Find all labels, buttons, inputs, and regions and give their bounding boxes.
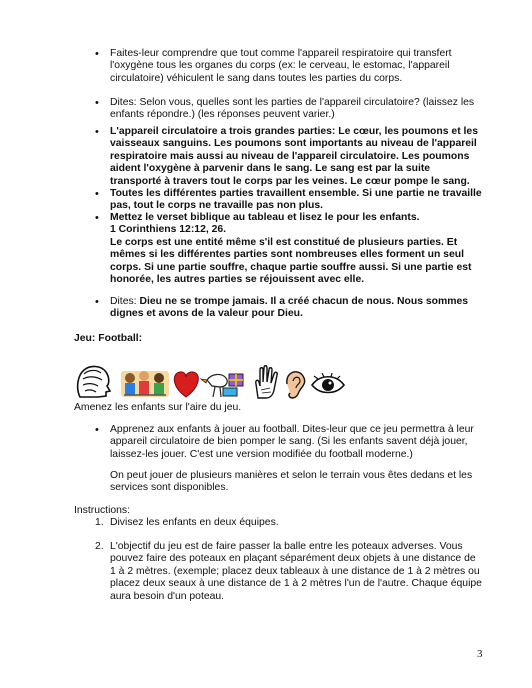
text-line: Toutes les différentes parties travaillent ensemble. Si une partie ne travaille — [110, 188, 482, 199]
page-number: 3 — [477, 648, 483, 660]
text-line: pas, tout le corps ne travaille pas non plus. — [110, 200, 324, 212]
ear-icon — [287, 372, 305, 398]
paragraph-bible-verse — [110, 212, 485, 286]
list-number: 1. — [95, 517, 104, 528]
head-icon — [78, 366, 110, 397]
text-line: vaisseaux sanguins. Les poumons sont importants au niveau de l'appareil — [110, 138, 477, 150]
text-line: 1 à 2 mètres. (exemple; placez deux tableaux à une distance de 1 à 2 mètres ou — [110, 565, 480, 577]
text-line: l'oxygène tous les organes du corps (ex: le cerveau, le estomac, l'appareil — [110, 60, 450, 72]
list-number: 2. — [95, 541, 104, 552]
text-line: enfants répondre.) (les réponses peuvent varier.) — [110, 109, 335, 121]
text-line: On peut jouer de plusieurs manières et selon le terrain vous êtes dedans et les — [110, 470, 473, 481]
text-line: laissez-les jouer. C'est une version modifiée du football moderne.) — [110, 448, 413, 460]
text-line: circulatoire) véhiculent le sang dans toutes les parties du corps. — [110, 72, 403, 84]
text-line: L'appareil circulatoire a trois grandes parties: Le cœur, les poumons et les — [110, 126, 478, 137]
text-line: appareil circulatoire de bien pomper le sang. (Si les enfants savent déjà jouer, — [110, 436, 468, 448]
text-line: pouvez faire des poteaux en plaçant séparément deux objets à une distance de — [110, 553, 476, 565]
clipart-icon-strip — [74, 364, 346, 400]
text-line: corps. Si une partie souffre, chaque partie souffre aussi. Si une partie est — [110, 261, 472, 273]
verse-reference: 1 Corinthiens 12:12, 26. — [110, 224, 227, 236]
text-line: Apprenez aux enfants à jouer au football. Dites-leur que ce jeu permettra à leur — [110, 424, 474, 435]
text-line: Dites: Selon vous, quelles sont les parties de l'appareil circulatoire? (laissez les — [110, 97, 475, 108]
section-heading: Jeu: Football: — [74, 333, 143, 344]
paragraph-question — [110, 97, 485, 122]
text-line: placez deux seaux à une distance de 1 à 2 mètres l'un de l'autre. Chaque équipe — [110, 578, 482, 590]
instructions-label: Instructions: — [74, 505, 131, 516]
bullet-marker: • — [95, 97, 99, 109]
eye-icon — [312, 373, 344, 393]
text-line: dignes et avons de la valeur pour Dieu. — [110, 308, 303, 320]
children-group-icon — [121, 371, 169, 397]
text-line: Le corps est une entité même s'il est constitué de plusieurs parties. Et — [110, 236, 458, 248]
hand-icon — [256, 366, 277, 398]
text-line — [110, 296, 485, 308]
paragraph-work-together — [110, 188, 485, 213]
bullet-marker: • — [95, 188, 99, 200]
paragraph-football-intro — [110, 424, 485, 461]
intro-line: Amenez les enfants sur l'aire du jeu. — [74, 402, 242, 413]
text-line: mêmes si les différentes parties sont nombreuses elles forment un seul — [110, 249, 464, 261]
text-line: transporté à travers tout le corps par les veines. Le cœur pompe le sang. — [110, 175, 470, 187]
paragraph-three-parts — [110, 126, 485, 188]
bullet-marker: • — [95, 296, 99, 308]
instruction-item — [110, 541, 485, 603]
heart-icon — [174, 372, 198, 397]
paragraph-god-never-wrong — [110, 296, 485, 321]
text-line: services sont disponibles. — [110, 482, 229, 494]
text-line: aident l'oxygène à parvenir dans le sang. Le sang est par la suite — [110, 163, 431, 175]
instruction-item — [110, 517, 485, 529]
paragraph-lungs-comparison — [110, 48, 485, 85]
text-line: respiratoire mais aussi au niveau de l'appareil circulatoire. Les poumons — [110, 150, 470, 162]
bullet-marker: • — [95, 212, 99, 224]
text-line: Mettez le verset biblique au tableau et lisez le pour les enfants. — [110, 212, 420, 223]
paragraph-play-variants — [110, 470, 485, 495]
text-line: Faites-leur comprendre que tout comme l'appareil respiratoire qui transfert — [110, 48, 452, 59]
bullet-marker: • — [95, 424, 99, 436]
bullet-marker: • — [95, 126, 99, 138]
text-line: honorée, les autres parties se réjouissent avec elle. — [110, 274, 365, 286]
bold-text: Dieu ne se trompe jamais. Il a créé chacun de nous. Nous sommes — [139, 296, 469, 307]
text-line: L'objectif du jeu est de faire passer la balle entre les poteaux adverses. Vous — [110, 541, 463, 552]
bird-with-gift-icon — [201, 374, 243, 397]
text-line: Divisez les enfants en deux équipes. — [110, 517, 279, 528]
dites-prefix: Dites: — [110, 296, 140, 307]
bullet-marker: • — [95, 48, 99, 60]
text-line: aura besoin d'un poteau. — [110, 590, 225, 602]
